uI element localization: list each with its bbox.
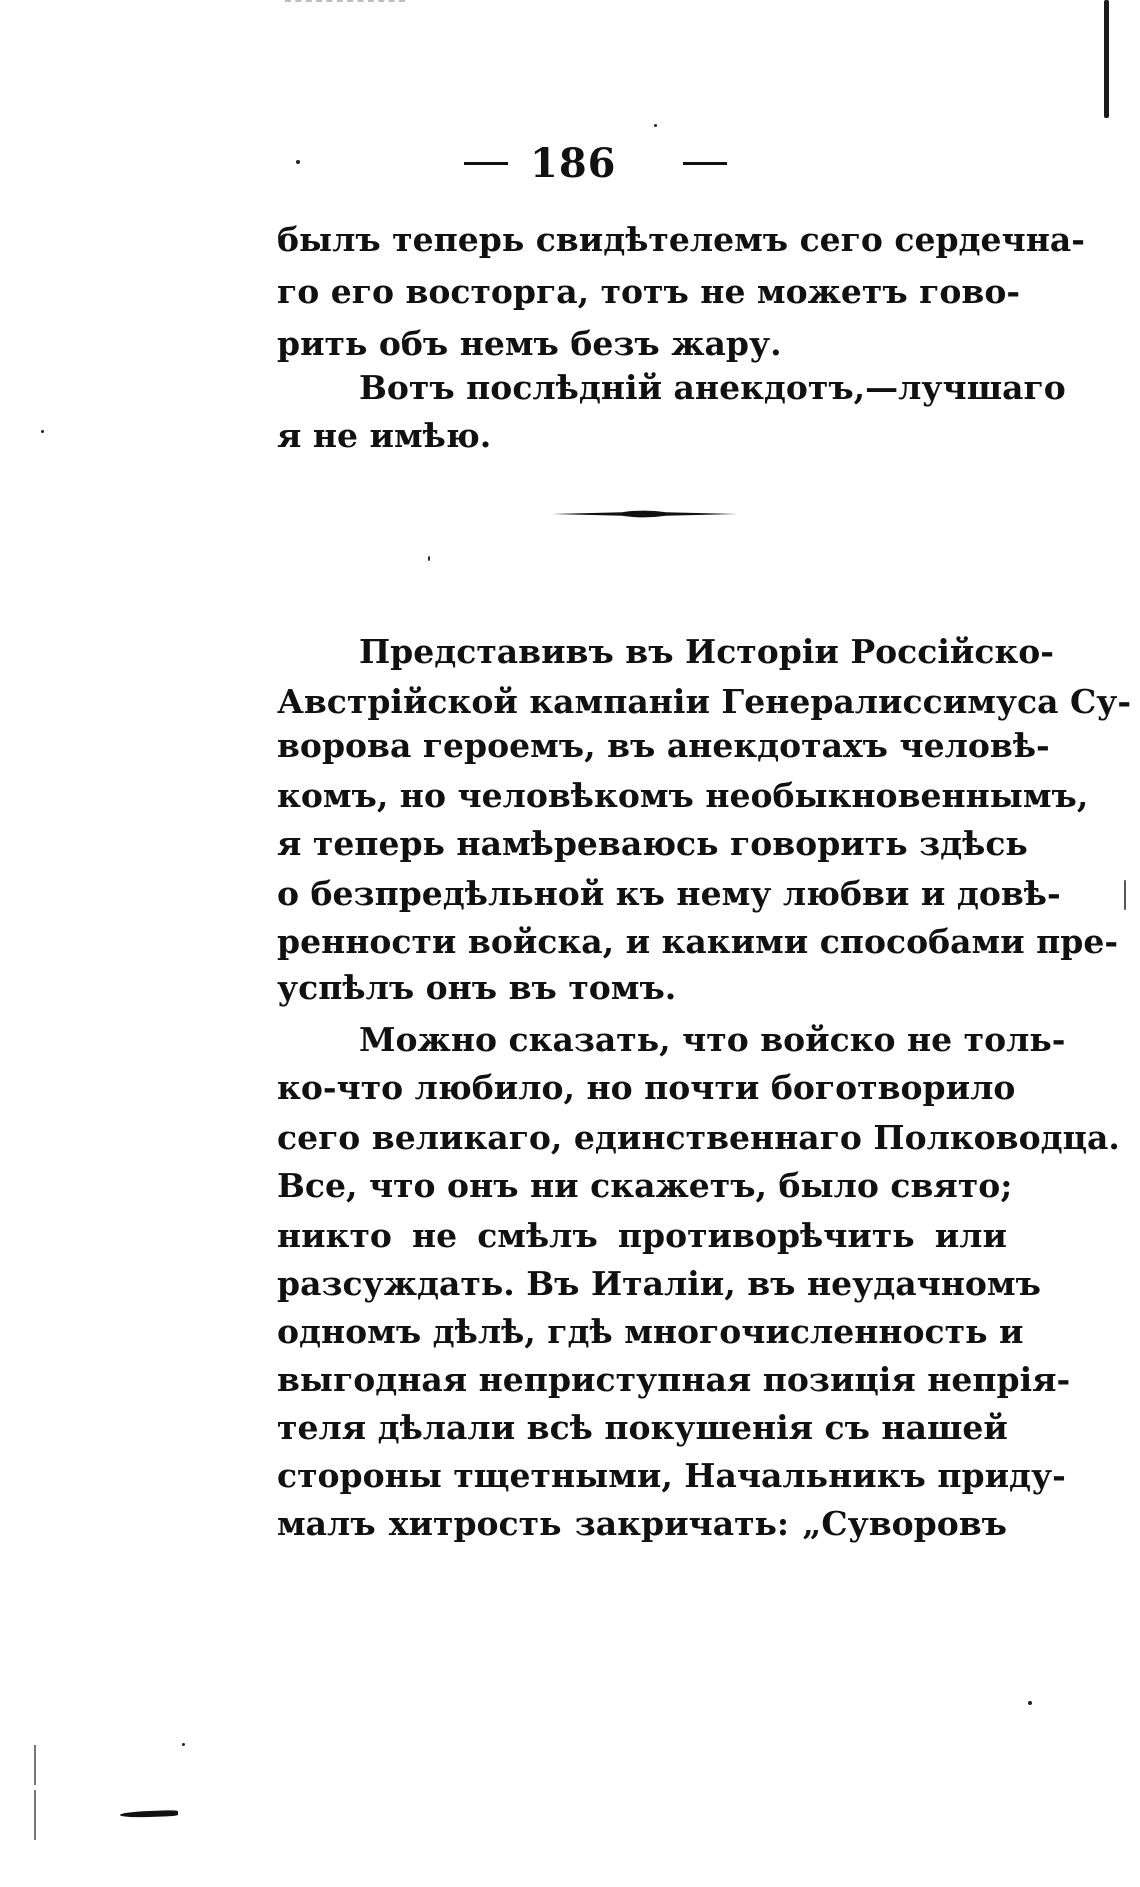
scan-ink-stroke: [120, 1810, 178, 1818]
scan-edge-mark: [285, 0, 405, 5]
text-line: теля дѣлали всѣ покушенiя съ нашей: [277, 1408, 1008, 1447]
text-line: никто не смѣлъ противорѣчить или: [277, 1216, 1007, 1255]
text-line: стороны тщетными, Начальникъ приду-: [277, 1456, 1066, 1495]
scan-speck: [296, 160, 300, 164]
text-line: Можно сказать, что войско не толь-: [359, 1020, 1066, 1059]
scan-edge-mark-left: [34, 1790, 36, 1840]
text-line: го его восторга, тотъ не можетъ гово-: [277, 272, 1021, 311]
page-number-dash-right: [683, 162, 727, 165]
scan-speck: [182, 1743, 185, 1746]
text-line: о безпредѣльной къ нему любви и довѣ-: [277, 874, 1061, 913]
scan-speck: [428, 556, 430, 561]
text-line: Все, что онъ ни скажетъ, было свято;: [277, 1166, 1013, 1205]
section-divider-ornament: [552, 508, 737, 520]
page-number: 186: [530, 140, 617, 187]
scan-speck: [1124, 880, 1126, 910]
text-line: сего великаго, единственнаго Полководца.: [277, 1118, 1120, 1157]
text-line: успѣлъ онъ въ томъ.: [277, 968, 677, 1007]
text-line: малъ хитрость закричать: „Суворовъ: [277, 1504, 1007, 1543]
text-line: я теперь намѣреваюсь говорить здѣсь: [277, 824, 1028, 863]
scan-speck: [1028, 1701, 1032, 1705]
text-line: рить объ немъ безъ жару.: [277, 324, 782, 363]
text-line: ренности войска, и какими способами пре-: [277, 922, 1119, 961]
text-line: я не имѣю.: [277, 416, 492, 455]
page-number-dash-left: [464, 162, 508, 165]
scan-edge-mark-left: [34, 1745, 36, 1785]
text-line: выгодная неприступная позицiя непрiя-: [277, 1360, 1071, 1399]
scan-speck: [41, 430, 44, 433]
text-line: Австрiйской кампанiи Генералиссимуса Су-: [277, 682, 1132, 721]
scan-edge-line: [1104, 0, 1109, 118]
text-line: Вотъ послѣднiй анекдотъ,—лучшаго: [359, 368, 1066, 407]
text-line: ко-что любило, но почти боготворило: [277, 1068, 1016, 1107]
text-line: одномъ дѣлѣ, гдѣ многочисленность и: [277, 1312, 1024, 1351]
text-line: комъ, но человѣкомъ необыкновеннымъ,: [277, 776, 1089, 815]
text-line: ворова героемъ, въ анекдотахъ человѣ-: [277, 726, 1050, 765]
text-line: разсуждать. Въ Италiи, въ неудачномъ: [277, 1264, 1041, 1303]
text-line: Представивъ въ Исторiи Россiйско-: [359, 632, 1054, 671]
scan-speck: [654, 124, 657, 127]
text-line: былъ теперь свидѣтелемъ сего сердечна-: [277, 220, 1085, 259]
